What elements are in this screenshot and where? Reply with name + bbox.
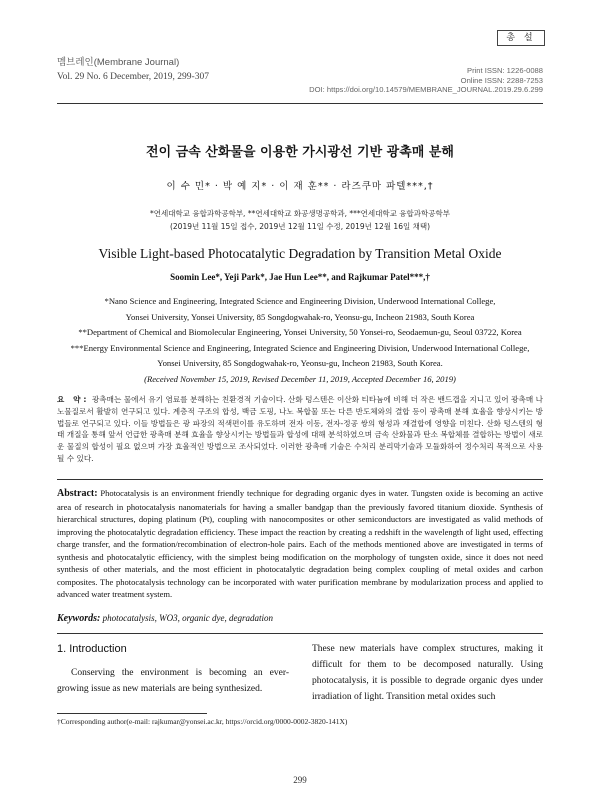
received-dates: (Received November 15, 2019, Revised December 11, 2019, Accepted December 16, 2019) — [144, 373, 456, 384]
body-right-column: These new materials have complex structures, making it difficult for them to be decomposed naturally. Using photocatalysis, it is possible to degrade organic dyes under irradiation of light. Transition metal oxides such — [312, 644, 543, 702]
journal-volume: Vol. 29 No. 6 December, 2019, 299-307 — [57, 72, 209, 82]
abstract-label: Abstract: — [57, 488, 98, 499]
affiliation-3-line-2: Yonsei University, 85 Songdogwahak-ro, Yeonsu-gu, Incheon 21983, South Korea. — [157, 358, 443, 368]
abstract-top-rule — [57, 479, 543, 480]
korean-dates: (2019년 11월 15일 접수, 2019년 12월 11일 수정, 2019년 12월 16일 채택) — [169, 222, 431, 231]
abstract-bottom-rule — [57, 633, 543, 634]
page-number: 299 — [293, 775, 307, 785]
abstract-text: Photocatalysis is an environment friendly technique for degrading organic dyes in water. Tungsten oxide is becoming an active area of research in photocatalysis nanomaterials for having a smaller bandgap than the previously favored titanium dioxide. Synthesis of hierarchical structures, doping platinum (Pt), coupling with nanocomposites or other semiconductors are investigated as valid methods of improving the photocatalytic degradation efficiency. These impact the reaction by creating a redshift in the wavelength of light used, effecting charge transfer, and the formation/recombination of electron-hole pairs. Each of the methods mentioned above are investigated in terms of synthesis and photocatalytic efficiency, with the simplest being modification on the morphology of tungsten oxide, since it does not need synthesis of other materials, and the most efficient in photocatalytic degradation being complex coupling of metal oxides and carbon composites. The photocatalysis technology can be incorporated with water purification membrane by modularization process and applied to advanced water treatment system. — [57, 488, 544, 599]
keywords-text: photocatalysis, WO3, organic dye, degradation — [102, 613, 273, 623]
affiliation-1-line-2: Yonsei University, Yonsei University, 85 Songdogwahak-ro, Yeonsu-gu, Incheon 21983, South Korea — [125, 311, 475, 322]
journal-name: 멤브레인(Membrane Journal) — [57, 57, 180, 68]
korean-abstract-text: 광촉매는 물에서 유기 염료를 분해하는 친환경적 기술이다. 산화 텅스텐은 이산화 티타늄에 비해 더 작은 밴드갭을 지니고 있어 광촉매 나노물질로서 활발히 연구되고 있다. 계층적 구조의 합성, 백금 도핑, 나노 복합물 또는 다른 반도체와의 결합 등이 광촉매 분해 효율을 향상시키는 방법들로 연구되고 있다. 이들 방법들은 광 파장의 적색편이를 유도하며 전자 이동, 전자-정공 쌍의 형성과 재결합에 영향을 미친다. 산화 텅스텐의 형태 개질을 통해 앞서 언급한 광촉매 분해 효율을 향상시키는 방법들과 합성에 대해 분석하였으며 금속 산화물과 탄소 복합체를 결합하는 방법이 새로운 물질의 합성이 필요 없으며 가장 효율적인 방법으로 조사되었다. 이러한 광촉매 기술은 수처리 분리막기술과 모듈화하여 정수처리 목적으로 사용될 수 있다. — [57, 395, 543, 463]
corresponding-author-footnote: †Corresponding author(e-mail: rajkumar@yonsei.ac.kr, https://orcid.org/0000-0002-3820-141X) — [57, 717, 348, 726]
section-heading-introduction: 1. Introduction — [57, 643, 127, 655]
issn-block — [309, 66, 543, 95]
korean-abstract-label: 요 약: — [57, 395, 90, 404]
online-issn: Online ISSN: 2288-7253 — [460, 75, 543, 85]
header-rule — [57, 103, 543, 104]
korean-authors: 이 수 민* · 박 예 지* · 이 재 훈** · 라즈쿠마 파텔***,† — [166, 181, 434, 192]
affiliation-3-line-1: ***Energy Environmental Science and Engineering, Integrated Science and Engineering Division, Underwood International College, — [70, 342, 530, 353]
article-type-badge: 총 설 — [497, 30, 545, 46]
affiliation-1-line-1: *Nano Science and Engineering, Integrated Science and Engineering Division, Underwood International College, — [104, 296, 496, 306]
print-issn: Print ISSN: 1226-0088 — [467, 66, 543, 75]
english-abstract — [57, 487, 543, 601]
body-left-column: Conserving the environment is becoming an ever-growing issue as new materials are being synthesized. — [57, 668, 289, 694]
korean-title: 전이 금속 산화물을 이용한 가시광선 기반 광촉매 분해 — [146, 145, 454, 160]
korean-abstract — [57, 394, 543, 465]
footnote-rule — [57, 713, 207, 714]
korean-affiliation — [0, 207, 600, 233]
english-affiliations — [57, 294, 543, 387]
affiliation-2: **Department of Chemical and Biomolecular Engineering, Yonsei University, 50 Yonsei-ro, Seodaemun-gu, Seoul 03722, Korea — [78, 327, 522, 337]
english-title: Visible Light-based Photocatalytic Degradation by Transition Metal Oxide — [98, 246, 502, 261]
korean-affiliation-text: *연세대학교 융합과학공학부, **연세대학교 화공생명공학과, ***연세대학교 융합과학공학부 — [149, 209, 450, 218]
journal-header — [57, 56, 209, 84]
keywords-label: Keywords: — [57, 613, 101, 624]
english-authors: Soomin Lee*, Yeji Park*, Jae Hun Lee**, and Rajkumar Patel***,† — [170, 272, 430, 282]
keywords — [57, 613, 543, 624]
doi-link[interactable]: DOI: https://doi.org/10.14579/MEMBRANE_JOURNAL.2019.29.6.299 — [309, 85, 543, 94]
